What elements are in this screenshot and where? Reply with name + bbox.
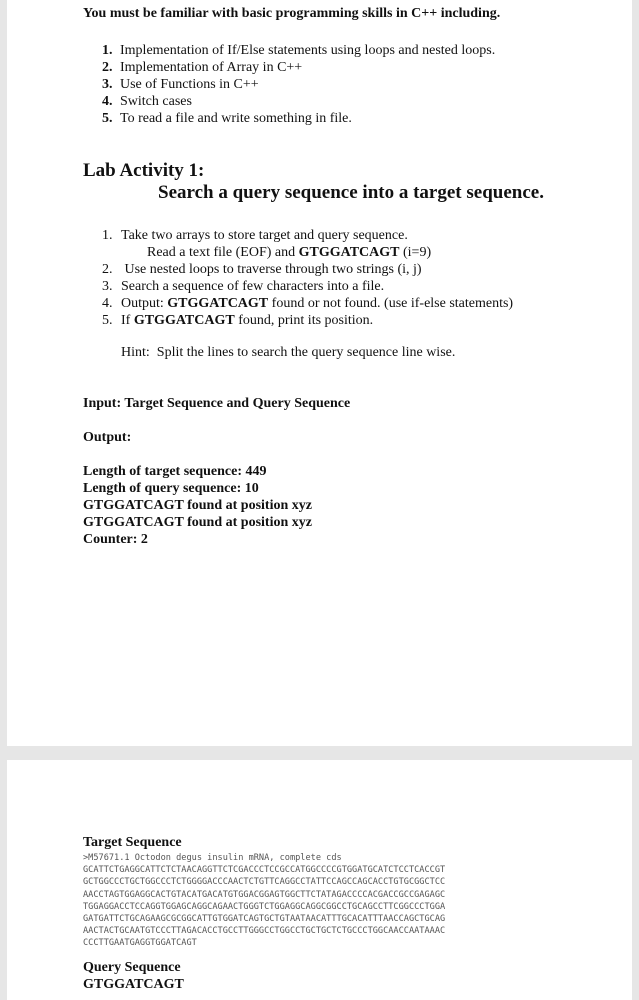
- list-text: Read a text file (EOF) and: [147, 245, 299, 260]
- list-text: found or not found. (use if-else statements): [268, 296, 514, 311]
- hint-text: Hint: Split the lines to search the query sequence line wise.: [121, 345, 456, 360]
- sequence-line: AACCTAGTGGAGGCACTGTACATGACATGTGGACGGAGTGGCTTCTATAGACCCCACGACCGCCGAGAGC: [83, 889, 446, 900]
- sequence-line: GCATTCTGAGGCATTCTCTAACAGGTTCTCGACCCTCCGCCATGGCCCCGTGGATGCATCTCCTCACCGT: [83, 865, 446, 876]
- list-number: 1.: [102, 228, 113, 243]
- sequence-line: AACTACTGCAATGTCCCTTAGACACCTGCCTTGGGCCTGGCCTGCTGCTCTGCCCTGGCAACCAATAAAC: [83, 926, 446, 937]
- list-text: found, print its position.: [234, 313, 374, 328]
- list-number: 5.: [102, 313, 113, 328]
- list-text: Use of Functions in C++: [120, 77, 259, 92]
- output-line: Length of target sequence: 449: [83, 464, 267, 479]
- list-number: 2.: [102, 60, 113, 75]
- sequence-line: >M57671.1 Octodon degus insulin mRNA, complete cds: [83, 853, 342, 863]
- list-text: Take two arrays to store target and query sequence.: [121, 228, 408, 243]
- sequence-line: GCTGGCCCTGCTGGCCCTCTGGGGACCCAACTCTGTTCAGGCCTATTCCAGCCAGCACCTGTGCGGCTCC: [83, 877, 446, 888]
- lab-steps-list: [102, 227, 513, 329]
- query-sequence-bold: GTGGATCAGT: [298, 245, 400, 260]
- list-text: Output:: [121, 296, 168, 311]
- list-item: [102, 278, 513, 295]
- sequence-line: GATGATTCTGCAGAAGCGCGGCATTGTGGATCAGTGCTGTAATAACATTTGCACATTTAACCAGCTGCAG: [83, 914, 446, 925]
- list-text: Use nested loops to traverse through two strings (i, j): [121, 262, 422, 277]
- list-text: Switch cases: [120, 94, 192, 109]
- list-item: [102, 295, 513, 312]
- output-line: Length of query sequence: 10: [83, 481, 259, 496]
- target-sequence-text: [83, 852, 445, 950]
- lab-activity-title: Lab Activity 1:: [83, 160, 205, 181]
- target-sequence-heading: Target Sequence: [83, 835, 182, 850]
- list-number: 3.: [102, 279, 113, 294]
- intro-text: You must be familiar with basic programming skills in C++ including.: [83, 6, 501, 21]
- prerequisite-list: [102, 42, 495, 127]
- list-text: If: [121, 313, 134, 328]
- list-text: Search a sequence of few characters into a file.: [121, 279, 385, 294]
- list-text: Implementation of If/Else statements using loops and nested loops.: [120, 43, 496, 58]
- list-item: [102, 110, 495, 127]
- list-item: [102, 42, 495, 59]
- lab-activity-subtitle: Search a query sequence into a target sequence.: [158, 182, 544, 203]
- list-item: [102, 227, 513, 244]
- query-sequence-value: GTGGATCAGT: [83, 977, 184, 992]
- sequence-line: TGGAGGACCTCCAGGTGGAGCAGGCAGAACTGGGTCTGGAGGCAGGCGGCCTGCAGCCTTCGGCCCTGGA: [83, 901, 446, 912]
- list-text: (i=9): [399, 245, 432, 260]
- query-sequence-bold: GTGGATCAGT: [133, 313, 235, 328]
- list-number: 3.: [102, 77, 113, 92]
- list-item: [102, 59, 495, 76]
- list-number: 5.: [102, 111, 113, 126]
- output-line: GTGGATCAGT found at position xyz: [83, 498, 312, 513]
- document-page-1: [7, 0, 632, 746]
- query-sequence-heading: Query Sequence: [83, 960, 181, 975]
- output-line: GTGGATCAGT found at position xyz: [83, 515, 312, 530]
- list-item-continuation: [102, 244, 513, 261]
- list-item: [102, 312, 513, 329]
- list-number: 4.: [102, 296, 113, 311]
- list-text: Implementation of Array in C++: [120, 60, 303, 75]
- query-sequence-bold: GTGGATCAGT: [167, 296, 269, 311]
- document-page-2: [7, 760, 632, 1000]
- output-lines: [83, 463, 312, 548]
- output-label: Output:: [83, 430, 132, 445]
- list-item: [102, 76, 495, 93]
- list-number: 2.: [102, 262, 113, 277]
- list-number: 1.: [102, 43, 113, 58]
- list-text: To read a file and write something in file.: [120, 111, 352, 126]
- input-description: Input: Target Sequence and Query Sequence: [83, 396, 351, 411]
- output-line: Counter: 2: [83, 532, 148, 547]
- list-item: [102, 261, 513, 278]
- sequence-line: CCCTTGAATGAGGTGGATCAGT: [83, 938, 197, 949]
- list-item: [102, 93, 495, 110]
- list-number: 4.: [102, 94, 113, 109]
